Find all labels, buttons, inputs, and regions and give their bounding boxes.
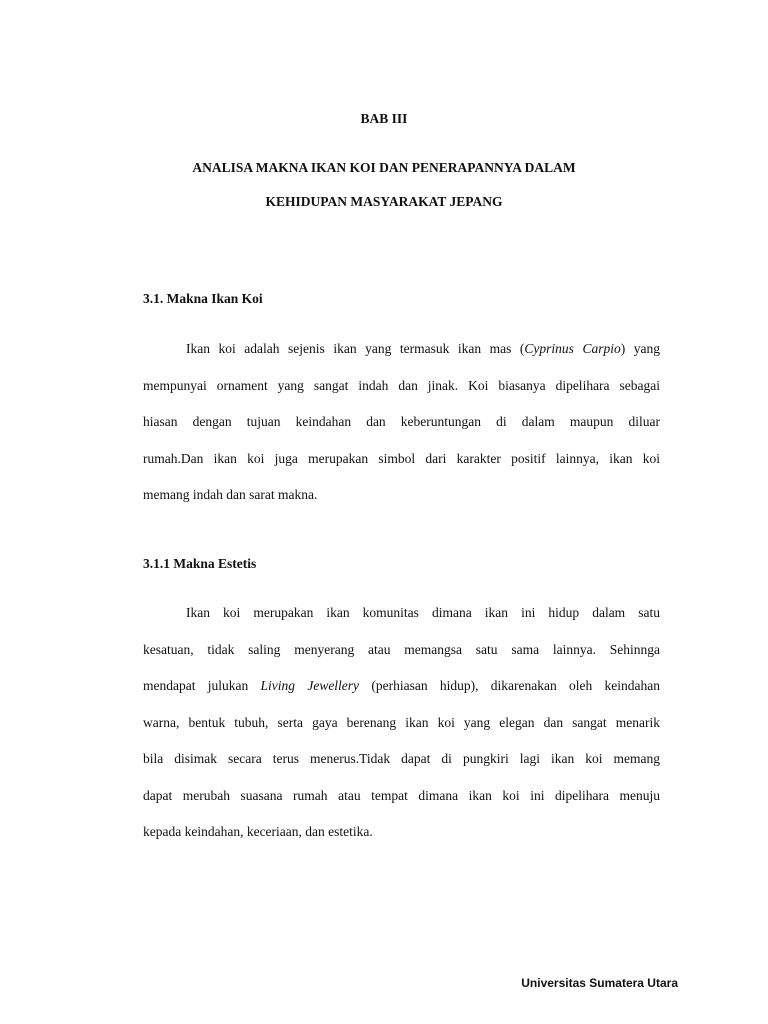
chapter-label: BAB III — [360, 111, 408, 126]
footer-institution: Universitas Sumatera Utara — [521, 976, 678, 990]
paragraph-line: memang indah dan sarat makna. — [143, 487, 318, 502]
section-heading-makna-estetis: 3.1.1 Makna Estetis — [143, 556, 257, 571]
paragraph-line: hiasan dengan tujuan keindahan dan keberuntungan di dalam maupun diluar — [143, 414, 660, 429]
paragraph-makna-estetis — [143, 595, 660, 851]
paragraph-line: mempunyai ornament yang sangat indah dan jinak. Koi biasanya dipelihara sebagai — [143, 377, 660, 393]
paragraph-makna-ikan-koi — [143, 331, 660, 514]
paragraph-line: bila disimak secara terus menerus.Tidak dapat di pungkiri lagi ikan koi memang — [143, 751, 660, 766]
section-heading-makna-ikan-koi: 3.1. Makna Ikan Koi — [143, 291, 263, 306]
paragraph-line: dapat merubah suasana rumah atau tempat dimana ikan koi ini dipelihara menuju — [143, 787, 660, 803]
chapter-title-line-1: ANALISA MAKNA IKAN KOI DAN PENERAPANNYA DALAM — [192, 160, 576, 175]
italic-term: Cyprinus Carpio — [524, 341, 621, 356]
paragraph-line: warna, bentuk tubuh, serta gaya berenang ikan koi yang elegan dan sangat menarik — [143, 714, 660, 730]
paragraph-line: Ikan koi adalah sejenis ikan yang termasuk ikan mas (Cyprinus Carpio) yang — [186, 341, 660, 356]
chapter-title-line-2: KEHIDUPAN MASYARAKAT JEPANG — [265, 194, 503, 209]
italic-term: Living Jewellery — [260, 678, 360, 693]
paragraph-line: kesatuan, tidak saling menyerang atau memangsa satu sama lainnya. Sehinnga — [143, 641, 660, 657]
paragraph-line: mendapat julukan Living Jewellery (perhiasan hidup), dikarenakan oleh keindahan — [143, 678, 660, 693]
paragraph-line: Ikan koi merupakan ikan komunitas dimana ikan ini hidup dalam satu — [186, 605, 660, 620]
paragraph-line: rumah.Dan ikan koi juga merupakan simbol dari karakter positif lainnya, ikan koi — [143, 450, 660, 466]
paragraph-line: kepada keindahan, keceriaan, dan estetika. — [143, 824, 373, 839]
